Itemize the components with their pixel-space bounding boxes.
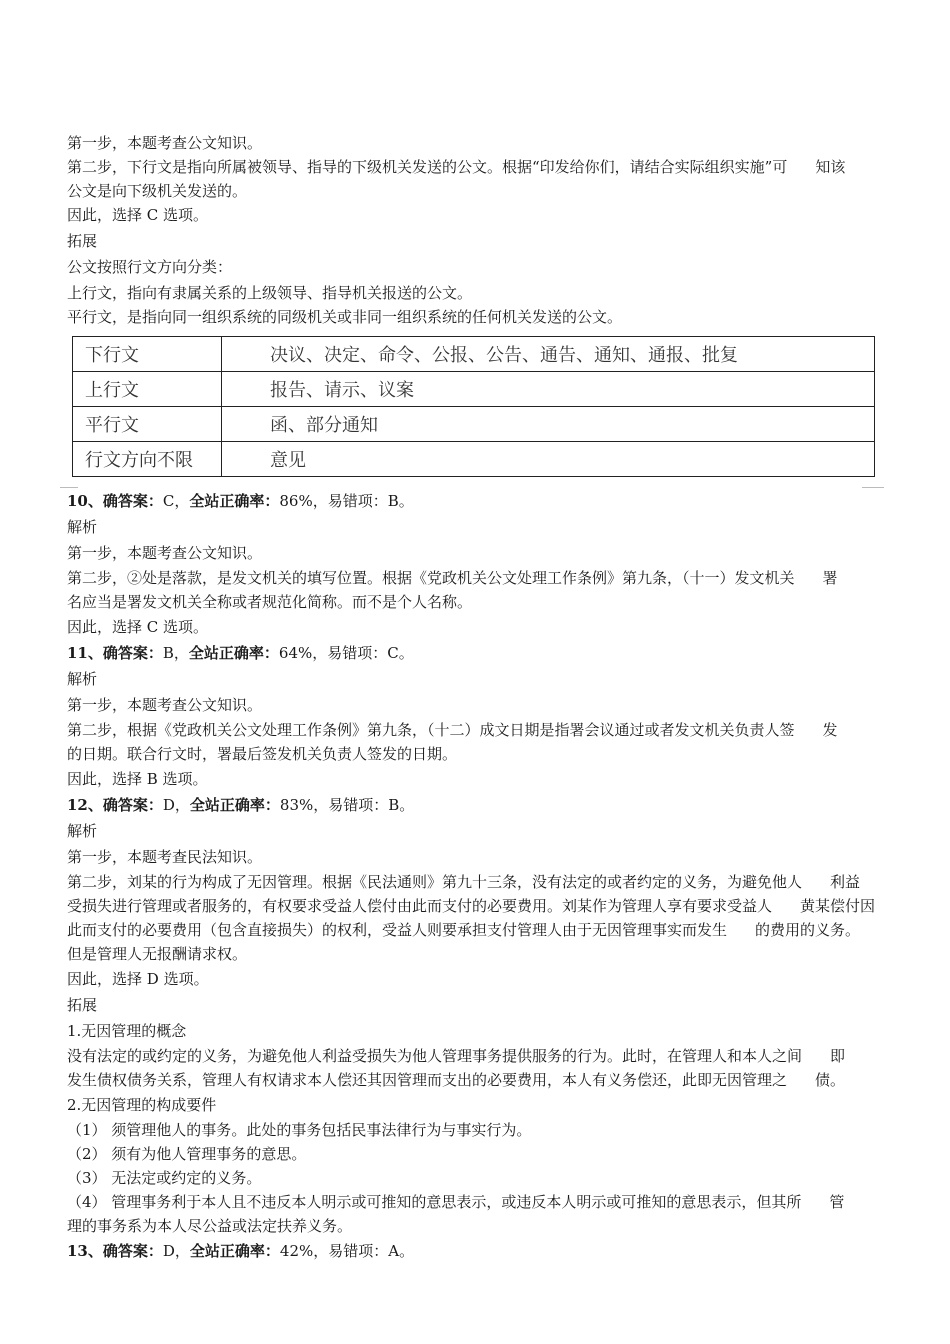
divider-left	[60, 487, 78, 488]
table-cell-items: 决议、决定、命令、公报、公告、通告、通知、通报、批复	[222, 337, 875, 372]
q10-conclusion: 因此，选择 C 选项。	[67, 618, 209, 636]
q10-rate-label: 全站正确率：	[189, 492, 280, 510]
q10-step-2	[67, 567, 838, 589]
step-1: 第一步，本题考查公文知识。	[67, 134, 263, 152]
q10-step-2-text: 第二步，②处是落款，是发文机关的填写位置。根据《党政机关公文处理工作条例》第九条，（十一）发文机关	[67, 569, 795, 587]
table-cell-items: 报告、请示、议案	[222, 372, 875, 407]
q12-rate-label: 全站正确率：	[189, 796, 280, 814]
q13-rate-label: 全站正确率：	[189, 1242, 280, 1260]
q11-conclusion: 因此，选择 B 选项。	[67, 770, 208, 788]
q12-step-2-cont-2	[67, 919, 860, 941]
q11-header	[67, 642, 414, 664]
q12-element-3: （3） 无法定或约定的义务。	[67, 1169, 262, 1187]
q12-concept-title: 1.无因管理的概念	[67, 1022, 187, 1040]
parallel-definition: 平行文，是指向同一组织系统的同级机关或非同一组织系统的任何机关发送的公文。	[67, 308, 623, 326]
q12-element-4-cont: 理的事务系为本人尽公益或法定扶养义务。	[67, 1217, 353, 1235]
q12-concept-text: 没有法定的或约定的义务，为避免他人利益受损失为他人管理事务提供服务的行为。此时，在管理人和本人之间	[67, 1047, 803, 1065]
q11-step-2-cont: 的日期。联合行文时，署最后签发机关负责人签发的日期。	[67, 745, 458, 763]
table-cell-type: 下行文	[73, 337, 222, 372]
q12-element-4-text: （4） 管理事务利于本人且不违反本人明示或可推知的意思表示，或违反本人明示或可推知的意思表示，但其所	[67, 1193, 802, 1211]
table-cell-type: 上行文	[73, 372, 222, 407]
step-2-cont: 公文是向下级机关发送的。	[67, 182, 248, 200]
q12-conclusion: 因此，选择 D 选项。	[67, 970, 209, 988]
q12-step-2-cont-3: 但是管理人无报酬请求权。	[67, 945, 248, 963]
q12-answer: D，	[162, 796, 190, 814]
q10-header	[67, 490, 414, 512]
q13-answer: D，	[162, 1242, 190, 1260]
q10-answer: C，	[162, 492, 190, 510]
q12-element-4	[67, 1191, 844, 1213]
q12-answer-label: 12、确答案：	[67, 796, 163, 814]
q11-rate-label: 全站正确率：	[188, 644, 279, 662]
q11-step-2-tail: 发	[822, 721, 838, 739]
divider-right	[862, 487, 884, 488]
q10-step-2-tail: 署	[822, 569, 838, 587]
q12-step-1: 第一步，本题考查民法知识。	[67, 848, 263, 866]
document-type-table	[72, 336, 875, 477]
q13-rate: 42%，易错项：A。	[279, 1242, 415, 1260]
category-title: 公文按照行文方向分类：	[67, 258, 233, 276]
q11-step-2	[67, 719, 838, 741]
q12-concept-tail: 即	[830, 1047, 846, 1065]
q12-analysis: 解析	[67, 822, 98, 840]
table-row	[73, 372, 875, 407]
q10-step-1: 第一步，本题考查公文知识。	[67, 544, 263, 562]
q11-answer-label: 11、确答案：	[67, 644, 163, 662]
q10-answer-label: 10、确答案：	[67, 492, 163, 510]
q10-step-2-cont: 名应当是署发文机关全称或者规范化简称。而不是个人名称。	[67, 593, 473, 611]
q12-header	[67, 794, 414, 816]
q11-analysis: 解析	[67, 670, 98, 688]
conclusion: 因此，选择 C 选项。	[67, 206, 209, 224]
extend-label: 拓展	[67, 232, 98, 250]
table-row	[73, 337, 875, 372]
q12-element-2: （2） 须有为他人管理事务的意思。	[67, 1145, 307, 1163]
q12-element-1: （1） 须管理他人的事务。此处的事务包括民事法律行为与事实行为。	[67, 1121, 532, 1139]
q12-step-2	[67, 871, 860, 893]
q11-rate: 64%，易错项：C。	[278, 644, 414, 662]
q12-rate: 83%，易错项：B。	[279, 796, 415, 814]
q11-answer: B，	[162, 644, 189, 662]
q10-analysis: 解析	[67, 518, 98, 536]
q12-step-2-tail-3: 的费用的义务。	[755, 921, 861, 939]
q12-elements-title: 2.无因管理的构成要件	[67, 1096, 217, 1114]
q12-step-2-tail: 利益	[830, 873, 861, 891]
q13-answer-label: 13、确答案：	[67, 1242, 163, 1260]
table-cell-type: 行文方向不限	[73, 442, 222, 477]
q12-concept	[67, 1045, 845, 1067]
table-cell-items: 意见	[222, 442, 875, 477]
q12-concept-text-2: 发生债权债务关系，管理人有权请求本人偿还其因管理而支出的必要费用，本人有义务偿还，此即无因管理之	[67, 1071, 788, 1089]
step-2-text: 第二步，下行文是指向所属被领导、指导的下级机关发送的公文。根据“印发给你们，请结合实际组织实施”可	[67, 158, 788, 176]
step-2	[67, 156, 845, 178]
q12-step-2-cont	[67, 895, 875, 917]
table-row	[73, 407, 875, 442]
q12-step-2-text-2: 受损失进行管理或者服务的，有权要求受益人偿付由此而支付的必要费用。刘某作为管理人享有要求受益人	[67, 897, 773, 915]
q12-element-4-tail: 管	[829, 1193, 845, 1211]
q13-header	[67, 1240, 414, 1262]
q12-step-2-text-3: 此而支付的必要费用（包含直接损失）的权利，受益人则要承担支付管理人由于无因管理事实而发生	[67, 921, 728, 939]
q12-extend-label: 拓展	[67, 996, 98, 1014]
table-cell-items: 函、部分通知	[222, 407, 875, 442]
q11-step-2-text: 第二步，根据《党政机关公文处理工作条例》第九条，（十二）成文日期是指署会议通过或者发文机关负责人签	[67, 721, 795, 739]
q10-rate: 86%，易错项：B。	[279, 492, 414, 510]
q12-step-2-text: 第二步，刘某的行为构成了无因管理。根据《民法通则》第九十三条，没有法定的或者约定的义务，为避免他人	[67, 873, 803, 891]
q12-concept-tail-2: 债。	[815, 1071, 846, 1089]
q12-step-2-tail-2: 黄某偿付因	[800, 897, 876, 915]
q12-concept-cont	[67, 1069, 845, 1091]
table-row	[73, 442, 875, 477]
table-cell-type: 平行文	[73, 407, 222, 442]
step-2-tail: 知该	[815, 158, 846, 176]
q11-step-1: 第一步，本题考查公文知识。	[67, 696, 263, 714]
upward-definition: 上行文，指向有隶属关系的上级领导、指导机关报送的公文。	[67, 284, 473, 302]
